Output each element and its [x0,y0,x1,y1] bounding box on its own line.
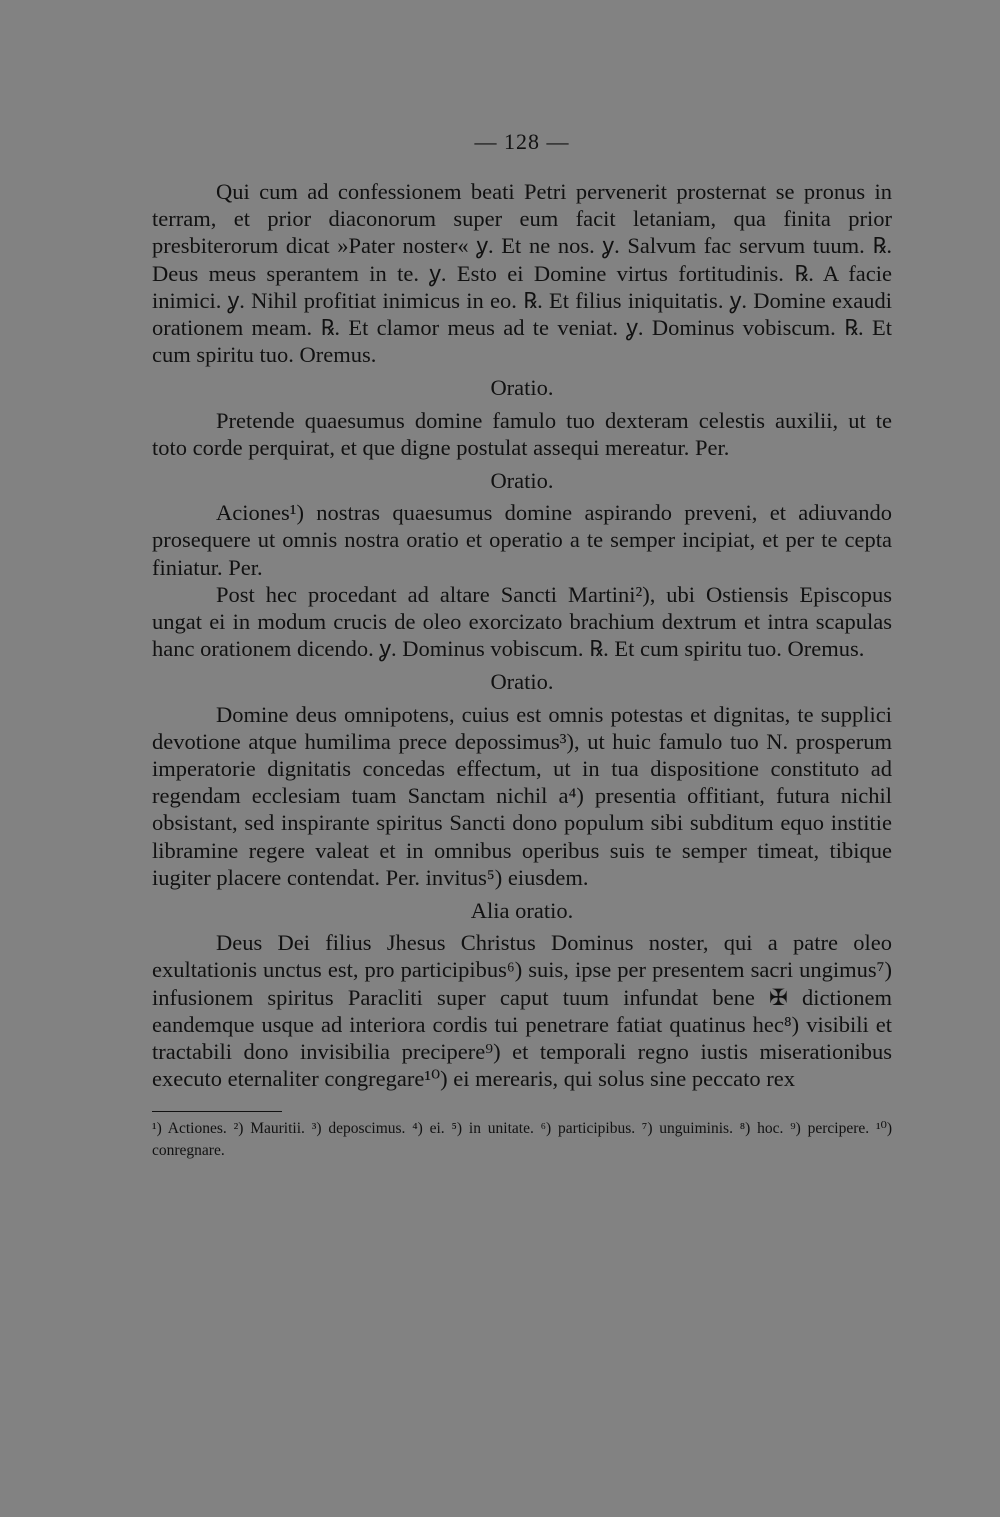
footnote-divider [152,1111,282,1112]
heading-oratio-1: Oratio. [490,375,554,401]
heading-alia-oratio: Alia oratio. [470,898,574,924]
page-number: — 128 — [474,129,570,154]
paragraph-domine-deus: Domine deus omnipotens, cuius est omnis potestas et dignitas, te supplici devotione atque humilima prece depossimus³), ut huic famulo tuo N. prosperum imperatorie dignitatis concedas effectum, ut in tua dispositione constituto ad regendam ecclesiam tuam Sanctam nichil a⁴) presentia offitiant, futura nichil obsistant, sed inspirante spiritus Sancti dono populum sibi subditum equo institie libramine regere valeat et in omnibus operibus suis te semper timeat, tibique iugiter placere contendat. Per. invitus⁵) eiusdem. [152,701,892,890]
paragraph-confession: Qui cum ad confessionem beati Petri pervenerit prosternat se pronus in terram, et prior diaconorum super eum facit letaniam, qua finita prior presbiterorum dicat »Pater noster« ỿ. Et ne nos. ỿ. Salvum fac servum tuum. ℞. Deus meus sperantem in te. ỿ. Esto ei Domine virtus fortitudinis. ℞. A facie inimici. ỿ. Nihil profitiat inimicus in eo. ℞. Et filius iniquitatis. ỿ. Domine exaudi orationem meam. ℞. Et clamor meus ad te veniat. ỿ. Dominus vobiscum. ℞. Et cum spiritu tuo. Oremus. [152,179,892,368]
page-body [152,128,892,1162]
heading-oratio-2: Oratio. [490,468,554,494]
paragraph-pretende: Pretende quaesumus domine famulo tuo dexteram celestis auxilii, ut te toto corde perquirat, et que digne postulat assequi mereatur. Per. [152,407,892,460]
paragraph-aciones: Aciones¹) nostras quaesumus domine aspirando preveni, et adiuvando prosequere ut omnis nostra oratio et operatio a te semper incipiat, et per te cepta finiatur. Per. [152,500,892,580]
footnotes: ¹) Actiones. ²) Mauritii. ³) deposcimus. ⁴) ei. ⁵) in unitate. ⁶) participibus. ⁷) unguiminis. ⁸) hoc. ⁹) percipere. ¹⁰) conregnare. [152,1119,892,1159]
heading-oratio-3: Oratio. [490,669,554,695]
paragraph-post-hec: Post hec procedant ad altare Sancti Martini²), ubi Ostiensis Episcopus ungat ei in modum crucis de oleo exorcizato brachium dextrum et intra scapulas hanc orationem dicendo. ỿ. Dominus vobiscum. ℞. Et cum spiritu tuo. Oremus. [152,581,892,662]
paragraph-deus-dei: Deus Dei filius Jhesus Christus Dominus noster, qui a patre oleo exultationis unctus est, pro participibus⁶) suis, ipse per presentem sacri ungimus⁷) infusionem spiritus Paracliti super caput tuum infundat bene ✠ dictionem eandemque usque ad interiora cordis tui penetrare fatiat quatinus hec⁸) visibili et tractabili dono invisibilia precipere⁹) et temporali regno iustis miserationibus executo eternaliter congregare¹⁰) ei merearis, qui solus sine peccato rex [152,930,892,1092]
